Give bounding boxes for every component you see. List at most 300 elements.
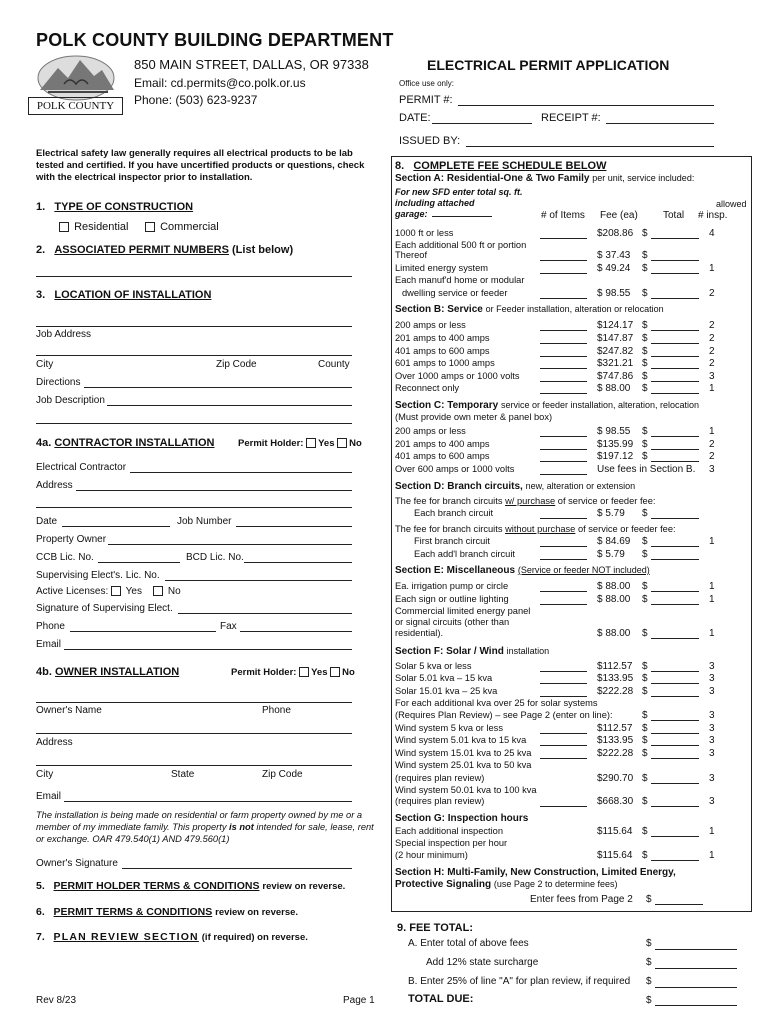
- items-field-b6[interactable]: [540, 393, 587, 394]
- fee-label-a2a: Each additional 500 ft or portion: [395, 240, 527, 250]
- total-field-a3_fee[interactable]: [651, 273, 699, 274]
- fee-value-f5_fee: $112.57: [597, 723, 633, 734]
- zip-label: Zip Code: [216, 359, 257, 370]
- items-field-f1[interactable]: [540, 671, 587, 672]
- fee-column-header: Fee (ea): [600, 210, 638, 221]
- fee-label-f9a: Wind system 50.01 kva to 100 kva: [395, 785, 537, 795]
- fee-value-f8_fee: $290.70: [597, 773, 634, 784]
- items-field-b5[interactable]: [540, 381, 587, 382]
- owner-address-label: Address: [36, 737, 73, 748]
- job-address-label: Job Address: [36, 329, 92, 340]
- branch-note-d_wo_u: [395, 524, 676, 534]
- total-field-e2_fee[interactable]: [651, 604, 699, 605]
- fee-label-f1: Solar 5 kva or less: [395, 661, 472, 671]
- items-field-b4[interactable]: [540, 368, 587, 369]
- fee-label-d2: First branch circuit: [414, 536, 490, 546]
- total-field-f6_fee[interactable]: [651, 745, 699, 746]
- fee-label-e1: Ea. irrigation pump or circle: [395, 581, 509, 591]
- total-dollar-d2_fee: $: [642, 536, 648, 547]
- owner-signature-label: Owner's Signature: [36, 858, 118, 869]
- commercial-option[interactable]: Commercial: [145, 221, 219, 233]
- fee-value-b6_fee: $ 88.00: [597, 383, 631, 394]
- section-heading-secF: [395, 646, 549, 657]
- total-field-b4_fee[interactable]: [651, 368, 699, 369]
- enter-fees-field[interactable]: [655, 904, 703, 905]
- section-note-secC: service or feeder installation, alteration, relocation: [500, 400, 700, 410]
- inspections-f5_i: 3: [709, 723, 715, 734]
- inspections-b3_i: 2: [709, 346, 715, 357]
- contractor-email-label: Email: [36, 639, 62, 650]
- fax-field[interactable]: [240, 631, 352, 632]
- permit-numbers-field[interactable]: [36, 276, 352, 277]
- fee-label-c4: Over 600 amps or 1000 volts: [395, 464, 515, 474]
- dept-phone: Phone: (503) 623-9237: [134, 93, 258, 107]
- contractor-address-label: Address: [36, 480, 73, 491]
- fee-value-f7_fee: $222.28: [597, 748, 634, 759]
- total-field-c1_fee[interactable]: [651, 436, 699, 437]
- receipt-field[interactable]: [606, 123, 714, 124]
- total-field-f5_fee[interactable]: [651, 733, 699, 734]
- items-field-e1[interactable]: [540, 591, 587, 592]
- job-description-field[interactable]: [107, 405, 352, 406]
- fee-label-f3: Solar 15.01 kva – 25 kva: [395, 686, 498, 696]
- section-3-heading: 3. LOCATION OF INSTALLATION: [36, 289, 212, 301]
- total-b-label: B. Enter 25% of line "A" for plan review, if required: [408, 976, 631, 987]
- inspections-c1_i: 1: [709, 426, 715, 437]
- total-due-field[interactable]: [655, 1005, 737, 1006]
- section-note-secH2: (use Page 2 to determine fees): [493, 879, 618, 889]
- section-8-heading: 8. COMPLETE FEE SCHEDULE BELOW: [395, 160, 607, 172]
- fee-value-a4_fee: $ 98.55: [597, 288, 631, 299]
- fee-value-b2_fee: $147.87: [597, 333, 634, 344]
- contractor-address-field[interactable]: [76, 490, 352, 491]
- inspections-f7_i: 3: [709, 748, 715, 759]
- inspections-b4_i: 2: [709, 358, 715, 369]
- fee-value-b5_fee: $747.86: [597, 371, 634, 382]
- sfd-sqft-field[interactable]: [432, 216, 492, 217]
- directions-field[interactable]: [84, 387, 352, 388]
- items-field-b1[interactable]: [540, 330, 587, 331]
- items-field-a4b[interactable]: [540, 298, 587, 299]
- supervising-label: Supervising Elect's. Lic. No.: [36, 570, 160, 581]
- section-2-heading: 2. ASSOCIATED PERMIT NUMBERS (List below): [36, 244, 294, 256]
- total-dollar-b1_fee: $: [642, 320, 648, 331]
- total-field-f9_fee[interactable]: [651, 806, 699, 807]
- total-field-g2_fee[interactable]: [651, 860, 699, 861]
- job-number-field[interactable]: [236, 526, 352, 527]
- total-field-c3_fee[interactable]: [651, 461, 699, 462]
- owner-city-label: City: [36, 769, 54, 780]
- inspections-f6_i: 3: [709, 735, 715, 746]
- total-due-dollar: $: [646, 995, 652, 1006]
- residential-checkbox[interactable]: [59, 222, 69, 232]
- owner-name-label: Owner's Name: [36, 705, 102, 716]
- fee-label-d1: Each branch circuit: [414, 508, 494, 518]
- issued-by-field[interactable]: [466, 146, 714, 147]
- total-field-d1_fee[interactable]: [651, 518, 699, 519]
- section-5-heading[interactable]: 5. PERMIT HOLDER TERMS & CONDITIONS review on reverse.: [36, 880, 346, 892]
- total-b-field[interactable]: [655, 987, 737, 988]
- dept-email: Email: cd.permits@co.polk.or.us: [134, 76, 306, 90]
- total-dollar-g1_fee: $: [642, 826, 648, 837]
- section-heading-secE: [395, 565, 650, 576]
- items-field-f7[interactable]: [540, 758, 587, 759]
- inspections-f1_i: 3: [709, 661, 715, 672]
- fee-label-b1: 200 amps or less: [395, 320, 466, 330]
- ccb-field[interactable]: [98, 562, 180, 563]
- fee-label-e3b: or signal circuits (other than: [395, 617, 510, 627]
- items-field-b2[interactable]: [540, 343, 587, 344]
- owner-phone-label: Phone: [262, 705, 291, 716]
- inspections-a1_i: 4: [709, 228, 715, 239]
- items-field-f3[interactable]: [540, 696, 587, 697]
- total-b-dollar: $: [646, 976, 652, 987]
- fee-label-f8a: Wind system 25.01 kva to 50 kva: [395, 760, 532, 770]
- items-field-f5[interactable]: [540, 733, 587, 734]
- total-dollar-f8_fee: $: [642, 773, 648, 784]
- owner-no-checkbox[interactable]: [330, 667, 340, 677]
- fee-value-f3_fee: $222.28: [597, 686, 634, 697]
- total-dollar-f5_fee: $: [642, 723, 648, 734]
- branch-note-b: of service or feeder fee:: [575, 524, 676, 534]
- owner-zip-label: Zip Code: [262, 769, 303, 780]
- section-heading-secH2: [395, 879, 618, 890]
- enter-fees-dollar: $: [646, 894, 652, 905]
- inspections-g1_i: 1: [709, 826, 715, 837]
- total-dollar-a4_fee: $: [642, 288, 648, 299]
- section-a-heading: Section A: Residential-One & Two Family per unit, service included:: [395, 173, 695, 184]
- electrical-contractor-label: Electrical Contractor: [36, 462, 127, 473]
- total-field-d2_fee[interactable]: [651, 546, 699, 547]
- items-field-a1[interactable]: [540, 238, 587, 239]
- inspections-c3_i: 2: [709, 451, 715, 462]
- fax-label: Fax: [220, 621, 237, 632]
- fee-value-e2_fee: $ 88.00: [597, 594, 631, 605]
- total-field-g1_fee[interactable]: [651, 836, 699, 837]
- total-field-b2_fee[interactable]: [651, 343, 699, 344]
- date-label-left: Date: [36, 516, 58, 527]
- items-field-f6[interactable]: [540, 745, 587, 746]
- fee-label-g1: Each additional inspection: [395, 826, 504, 836]
- residential-option[interactable]: Residential: [59, 221, 128, 233]
- total-dollar-b6_fee: $: [642, 383, 648, 394]
- electrical-contractor-field[interactable]: [130, 472, 352, 473]
- surcharge-field[interactable]: [655, 968, 737, 969]
- fee-value-c3_fee: $197.12: [597, 451, 634, 462]
- fee-label-secC_note2: (Must provide own meter & panel box): [395, 412, 553, 422]
- total-dollar-c1_fee: $: [642, 426, 648, 437]
- dept-address: 850 MAIN STREET, DALLAS, OR 97338: [134, 57, 369, 72]
- total-dollar-a2_fee: $: [642, 250, 648, 261]
- fee-value-b1_fee: $124.17: [597, 320, 634, 331]
- fee-label-f5: Wind system 5 kva or less: [395, 723, 503, 733]
- fee-label-e3c: residential).: [395, 628, 444, 638]
- items-field-b3[interactable]: [540, 356, 587, 357]
- section-heading-secH: Section H: Multi-Family, New Construction, Limited Energy,: [395, 867, 676, 878]
- total-dollar-e1_fee: $: [642, 581, 648, 592]
- inspections-b2_i: 2: [709, 333, 715, 344]
- total-dollar-a1_fee: $: [642, 228, 648, 239]
- section-note-secE: (Service or feeder NOT included): [517, 565, 650, 575]
- inspections-c4_i: 3: [709, 464, 715, 475]
- total-dollar-a3_fee: $: [642, 263, 648, 274]
- fee-label-a4b: dwelling service or feeder: [402, 288, 508, 298]
- fee-value-e3_fee: $ 88.00: [597, 628, 631, 639]
- fee-value-f6_fee: $133.95: [597, 735, 634, 746]
- total-field-f7_fee[interactable]: [651, 758, 699, 759]
- sfd-note: For new SFD enter total sq. ft. including attached garage:: [395, 187, 523, 219]
- inspections-a4_i: 2: [709, 288, 715, 299]
- logo-text: POLK COUNTY: [28, 97, 123, 115]
- issued-by-label: ISSUED BY:: [399, 135, 461, 147]
- job-number-label: Job Number: [177, 516, 232, 527]
- total-dollar-f3_fee: $: [642, 686, 648, 697]
- contractor-permit-holder: Permit Holder: Yes No: [238, 438, 362, 450]
- property-owner-field[interactable]: [108, 544, 352, 545]
- insp-column-header: # insp.: [698, 210, 728, 221]
- total-a-dollar: $: [646, 938, 652, 949]
- total-field-c2_fee[interactable]: [651, 449, 699, 450]
- items-field-f2[interactable]: [540, 683, 587, 684]
- total-field-f1_fee[interactable]: [651, 671, 699, 672]
- items-field-c3[interactable]: [540, 461, 587, 462]
- items-field-d1[interactable]: [540, 518, 587, 519]
- branch-note-a: The fee for branch circuits: [395, 496, 506, 506]
- fee-label-f8b: (requires plan review): [395, 773, 485, 783]
- total-dollar-e2_fee: $: [642, 594, 648, 605]
- contractor-email-field[interactable]: [64, 649, 352, 650]
- total-field-f3_fee[interactable]: [651, 696, 699, 697]
- county-logo: [28, 50, 123, 116]
- commercial-checkbox[interactable]: [145, 222, 155, 232]
- total-field-b3_fee[interactable]: [651, 356, 699, 357]
- fee-value-f1_fee: $112.57: [597, 661, 633, 672]
- total-field-f8_fee[interactable]: [651, 783, 699, 784]
- job-description-label: Job Description: [36, 395, 105, 406]
- section-4a-heading: 4a. CONTRACTOR INSTALLATION: [36, 437, 215, 449]
- fee-label-f4a: For each additional kva over 25 for solar systems: [395, 698, 598, 708]
- owner-name-field[interactable]: [36, 702, 352, 703]
- total-dollar-b2_fee: $: [642, 333, 648, 344]
- fee-label-e2: Each sign or outline lighting: [395, 594, 509, 604]
- fee-label-g2a: Special inspection per hour: [395, 838, 508, 848]
- date-label: DATE:: [399, 112, 431, 124]
- items-field-c1[interactable]: [540, 436, 587, 437]
- fee-label-a4a: Each manuf'd home or modular: [395, 275, 525, 285]
- inspections-e1_i: 1: [709, 581, 715, 592]
- total-dollar-f9_fee: $: [642, 796, 648, 807]
- total-dollar-d1_fee: $: [642, 508, 648, 519]
- fee-value-d1_fee: $ 5.79: [597, 508, 625, 519]
- total-dollar-c2_fee: $: [642, 439, 648, 450]
- owner-city-state-zip-field[interactable]: [36, 765, 352, 766]
- total-field-d3_fee[interactable]: [651, 559, 699, 560]
- safety-notice: Electrical safety law generally requires all electrical products to be lab tested and certified. If you have uncertified products or questions, check with the electrical inspector prior to installation.: [36, 148, 365, 183]
- fee-value-d2_fee: $ 84.69: [597, 536, 631, 547]
- fee-value-c2_fee: $135.99: [597, 439, 634, 450]
- fee-label-f2: Solar 5.01 kva – 15 kva: [395, 673, 493, 683]
- section-heading-secB: [395, 304, 664, 315]
- total-dollar-f7_fee: $: [642, 748, 648, 759]
- page-number: Page 1: [343, 995, 375, 1006]
- owner-signature-field[interactable]: [122, 868, 352, 869]
- revision-label: Rev 8/23: [36, 995, 77, 1006]
- section-heading-secD: [395, 481, 635, 492]
- section-6-heading[interactable]: 6. PERMIT TERMS & CONDITIONS review on reverse.: [36, 906, 299, 918]
- total-field-b5_fee[interactable]: [651, 381, 699, 382]
- fee-value-b3_fee: $247.82: [597, 346, 634, 357]
- fee-label-a2b: Thereof: [395, 250, 428, 260]
- fee-label-c3: 401 amps to 600 amps: [395, 451, 490, 461]
- contractor-date-field[interactable]: [62, 526, 170, 527]
- active-yes-checkbox[interactable]: [111, 586, 121, 596]
- section-note-secD: new, alteration or extension: [525, 481, 636, 491]
- owner-email-label: Email: [36, 791, 62, 802]
- owner-address-field[interactable]: [36, 733, 352, 734]
- city-zip-county-field[interactable]: [36, 355, 352, 356]
- active-licenses: Active Licenses: Yes No: [36, 586, 181, 598]
- inspections-a3_i: 1: [709, 263, 715, 274]
- fee-value-a3_fee: $ 49.24: [597, 263, 631, 274]
- fee-label-a1: 1000 ft or less: [395, 228, 454, 238]
- fee-label-g2b: (2 hour minimum): [395, 850, 468, 860]
- contractor-no-checkbox[interactable]: [337, 438, 347, 448]
- county-label: County: [318, 359, 350, 370]
- total-field-b6_fee[interactable]: [651, 393, 699, 394]
- fee-value-g1_fee: $115.64: [597, 826, 633, 837]
- fee-label-b3: 401 amps to 600 amps: [395, 346, 490, 356]
- items-field-d2[interactable]: [540, 546, 587, 547]
- owner-yes-checkbox[interactable]: [299, 667, 309, 677]
- contractor-phone-field[interactable]: [70, 631, 216, 632]
- branch-note-emph: without purchase: [505, 524, 576, 534]
- contractor-yes-checkbox[interactable]: [306, 438, 316, 448]
- section-title-secC: Section C: Temporary: [395, 400, 499, 411]
- total-dollar-d3_fee: $: [642, 549, 648, 560]
- total-a-label: A. Enter total of above fees: [408, 938, 529, 949]
- total-field-a1_fee[interactable]: [651, 238, 699, 239]
- signature-field[interactable]: [178, 613, 352, 614]
- fee-value-d3_fee: $ 5.79: [597, 549, 625, 560]
- total-a-field[interactable]: [655, 949, 737, 950]
- fee-label-a3: Limited energy system: [395, 263, 489, 273]
- owner-permit-holder: Permit Holder: Yes No: [231, 667, 355, 679]
- section-heading-secG: Section G: Inspection hours: [395, 813, 529, 824]
- fee-value-c4_fee: Use fees in Section B.: [597, 464, 696, 475]
- active-no-checkbox[interactable]: [153, 586, 163, 596]
- fee-label-d3: Each add'l branch circuit: [414, 549, 515, 559]
- items-field-d3[interactable]: [540, 559, 587, 560]
- section-note-secF: installation: [506, 646, 550, 656]
- total-dollar-f4: $: [642, 710, 648, 721]
- supervising-field[interactable]: [165, 580, 352, 581]
- job-address-field[interactable]: [36, 326, 352, 327]
- signature-label: Signature of Supervising Elect.: [36, 603, 173, 614]
- fee-label-b2: 201 amps to 400 amps: [395, 333, 490, 343]
- total-dollar-f1_fee: $: [642, 661, 648, 672]
- total-field-b1_fee[interactable]: [651, 330, 699, 331]
- section-7-heading[interactable]: 7. PLAN REVIEW SECTION (if required) on reverse.: [36, 931, 308, 943]
- contractor-address-field-2[interactable]: [36, 507, 352, 508]
- inspections-f4_i: 3: [709, 710, 715, 721]
- inspections-e3_i: 1: [709, 628, 715, 639]
- items-column-header: # of Items: [541, 210, 585, 221]
- job-description-field-2[interactable]: [36, 423, 352, 424]
- fee-value-g2_fee: $115.64: [597, 850, 633, 861]
- fee-value-f2_fee: $133.95: [597, 673, 634, 684]
- total-field-f2_fee[interactable]: [651, 683, 699, 684]
- inspections-b1_i: 2: [709, 320, 715, 331]
- inspections-c2_i: 2: [709, 439, 715, 450]
- total-dollar-c3_fee: $: [642, 451, 648, 462]
- department-title: POLK COUNTY BUILDING DEPARTMENT: [36, 30, 394, 50]
- total-dollar-b3_fee: $: [642, 346, 648, 357]
- fee-label-c1: 200 amps or less: [395, 426, 466, 436]
- inspections-d2_i: 1: [709, 536, 715, 547]
- directions-label: Directions: [36, 377, 81, 388]
- fee-total-heading: 9. FEE TOTAL:: [397, 922, 473, 934]
- total-dollar-e3_fee: $: [642, 628, 648, 639]
- total-dollar-g2_fee: $: [642, 850, 648, 861]
- permit-number-field[interactable]: [458, 105, 714, 106]
- branch-note-b: of service or feeder fee:: [555, 496, 656, 506]
- total-field-f4[interactable]: [651, 720, 699, 721]
- date-field[interactable]: [432, 123, 532, 124]
- fee-label-f6: Wind system 5.01 kva to 15 kva: [395, 735, 527, 745]
- items-field-a2b[interactable]: [540, 260, 587, 261]
- total-field-a4_fee[interactable]: [651, 298, 699, 299]
- fee-label-b6: Reconnect only: [395, 383, 460, 393]
- inspections-f8_i: 3: [709, 773, 715, 784]
- application-title: ELECTRICAL PERMIT APPLICATION: [427, 57, 670, 73]
- inspections-b6_i: 1: [709, 383, 715, 394]
- fee-label-f4b: (Requires Plan Review) – see Page 2 (enter on line):: [395, 710, 613, 720]
- items-field-f9b[interactable]: [540, 806, 587, 807]
- items-field-c4[interactable]: [540, 474, 587, 475]
- section-title-secB: Section B: Service: [395, 304, 483, 315]
- bcd-label: BCD Lic. No.: [186, 552, 244, 563]
- items-field-a3[interactable]: [540, 273, 587, 274]
- items-field-e2[interactable]: [540, 604, 587, 605]
- inspections-f2_i: 3: [709, 673, 715, 684]
- total-due-label: TOTAL DUE:: [408, 993, 474, 1005]
- total-field-e1_fee[interactable]: [651, 591, 699, 592]
- section-title-secH2: Protective Signaling: [395, 879, 492, 890]
- fee-label-b5: Over 1000 amps or 1000 volts: [395, 371, 520, 381]
- fee-value-c1_fee: $ 98.55: [597, 426, 631, 437]
- fee-label-b4: 601 amps to 1000 amps: [395, 358, 495, 368]
- bcd-field[interactable]: [244, 562, 352, 563]
- fee-label-c2: 201 amps to 400 amps: [395, 439, 490, 449]
- ccb-label: CCB Lic. No.: [36, 552, 94, 563]
- total-dollar-f6_fee: $: [642, 735, 648, 746]
- fee-value-a1_fee: $208.86: [597, 228, 634, 239]
- section-title-secE: Section E: Miscellaneous: [395, 565, 516, 576]
- office-use-label: Office use only:: [399, 79, 454, 88]
- items-field-c2[interactable]: [540, 449, 587, 450]
- section-4b-heading: 4b. OWNER INSTALLATION: [36, 666, 180, 678]
- owner-email-field[interactable]: [64, 801, 352, 802]
- total-field-e3_fee[interactable]: [651, 638, 699, 639]
- total-dollar-b5_fee: $: [642, 371, 648, 382]
- branch-note-a: The fee for branch circuits: [395, 524, 506, 534]
- total-dollar-f2_fee: $: [642, 673, 648, 684]
- total-field-a2_fee[interactable]: [651, 260, 699, 261]
- fee-value-e1_fee: $ 88.00: [597, 581, 631, 592]
- branch-note-d_with_u: [395, 496, 655, 506]
- section-title-secF: Section F: Solar / Wind: [395, 646, 504, 657]
- surcharge-dollar: $: [646, 957, 652, 968]
